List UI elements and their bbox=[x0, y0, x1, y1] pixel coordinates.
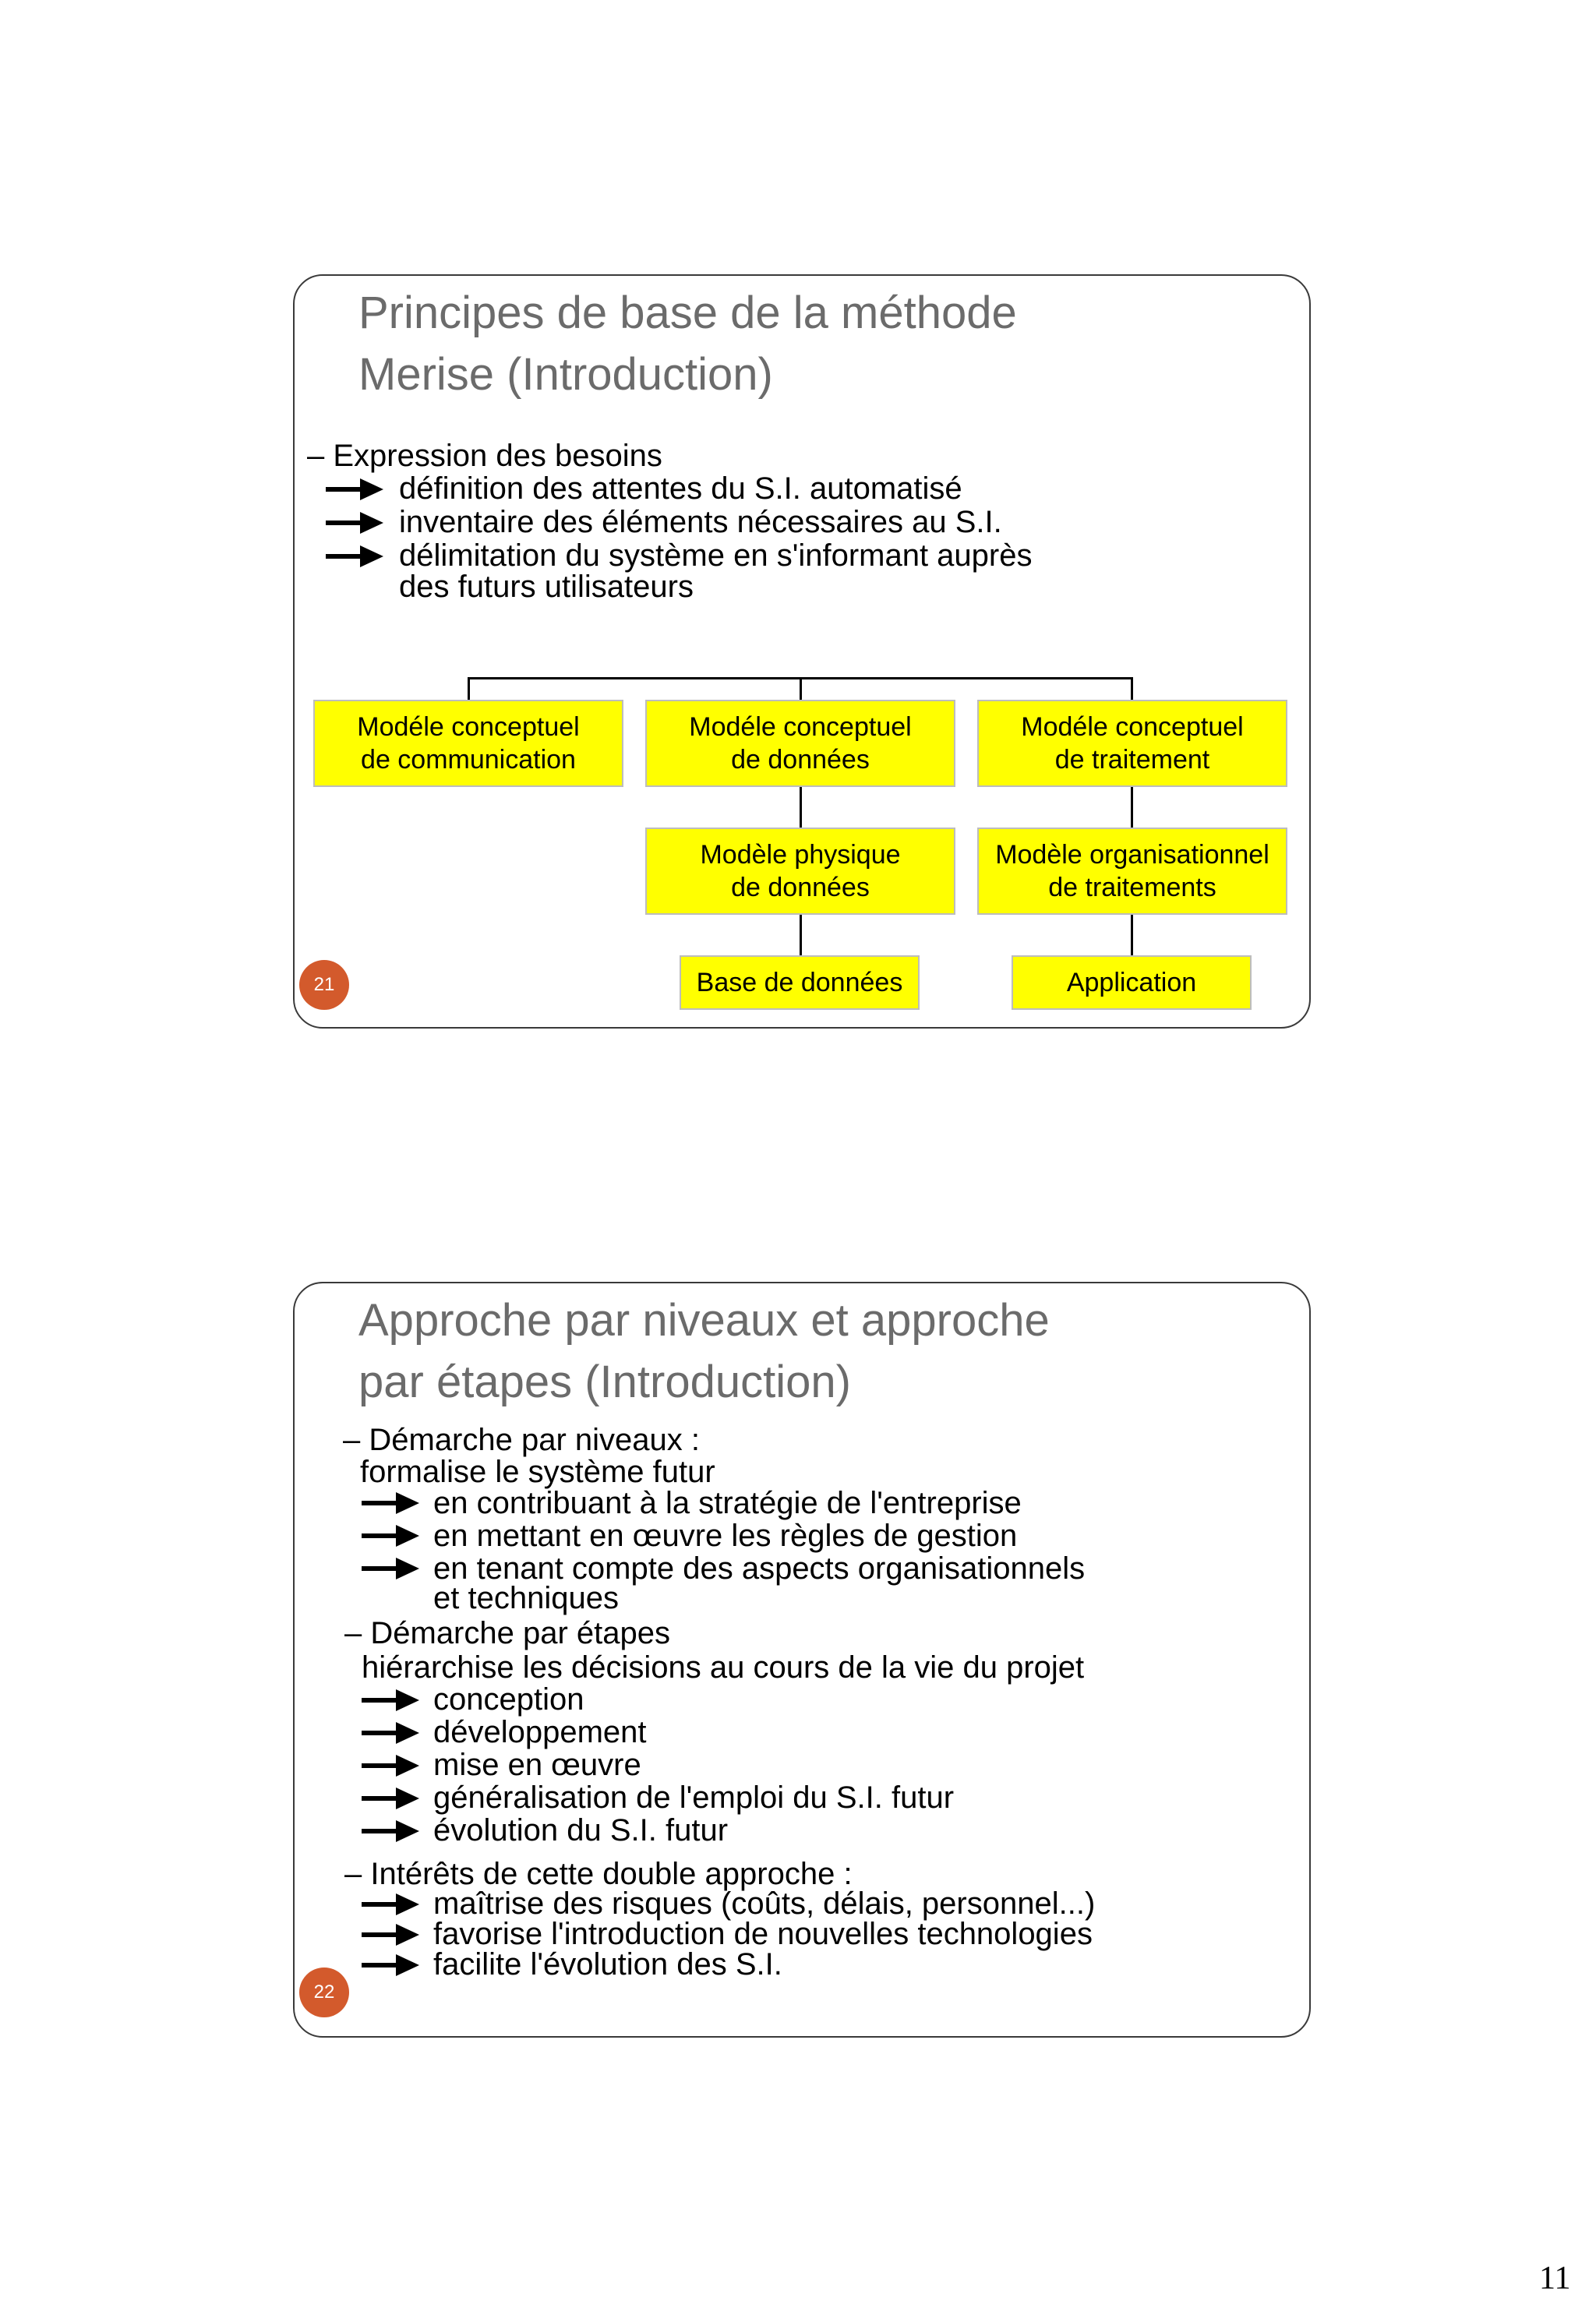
right-arrow-icon bbox=[362, 1787, 419, 1810]
slide-title bbox=[358, 282, 1017, 405]
bullet-item: inventaire des éléments nécessaires au S.I. bbox=[399, 505, 1002, 539]
box-mct bbox=[977, 700, 1287, 787]
box-label: Modèle physique de données bbox=[700, 840, 901, 902]
right-arrow-icon bbox=[362, 1721, 419, 1745]
right-arrow-icon bbox=[362, 1524, 419, 1548]
bullet-item: en contribuant à la stratégie de l'entreprise bbox=[433, 1486, 1022, 1520]
bullet-item: favorise l'introduction de nouvelles technologies bbox=[433, 1917, 1093, 1951]
bullet-continuation: des futurs utilisateurs bbox=[399, 570, 694, 604]
connector bbox=[1131, 913, 1133, 957]
slide-21 bbox=[293, 274, 1311, 1029]
right-arrow-icon bbox=[362, 1689, 419, 1712]
box-mot bbox=[977, 828, 1287, 915]
right-arrow-icon bbox=[362, 1557, 419, 1580]
connector bbox=[800, 677, 802, 701]
bullet-item: évolution du S.I. futur bbox=[433, 1813, 729, 1848]
slide-title-line-1: Approche par niveaux et approche bbox=[358, 1295, 1050, 1346]
box-label: Modéle conceptuel de communication bbox=[357, 712, 580, 775]
right-arrow-icon bbox=[362, 1819, 419, 1843]
slide-title-line-2: Merise (Introduction) bbox=[358, 349, 773, 400]
right-arrow-icon bbox=[362, 1953, 419, 1977]
section-heading: – Démarche par étapes bbox=[344, 1616, 671, 1650]
box-bdd bbox=[680, 955, 920, 1010]
right-arrow-icon bbox=[362, 1754, 419, 1777]
right-arrow-icon bbox=[326, 545, 383, 568]
bullet-item: facilite l'évolution des S.I. bbox=[433, 1947, 782, 1982]
section-subline: formalise le système futur bbox=[360, 1455, 715, 1489]
bullet-item: en mettant en œuvre les règles de gestion bbox=[433, 1519, 1018, 1553]
bullet-item: maîtrise des risques (coûts, délais, personnel...) bbox=[433, 1886, 1096, 1921]
bullet-item: en tenant compte des aspects organisationnels bbox=[433, 1551, 1086, 1586]
slide-title-line-2: par étapes (Introduction) bbox=[358, 1357, 851, 1407]
box-label: Modèle organisationnel de traitements bbox=[995, 840, 1269, 902]
right-arrow-icon bbox=[362, 1923, 419, 1946]
page-number: 11 bbox=[1539, 2260, 1571, 2296]
connector bbox=[468, 677, 470, 701]
bullet-item: mise en œuvre bbox=[433, 1748, 641, 1782]
bullet-item: conception bbox=[433, 1682, 584, 1717]
box-mpd bbox=[645, 828, 955, 915]
connector bbox=[1131, 785, 1133, 829]
slide-number-badge: 21 bbox=[299, 960, 349, 1010]
section-heading: – Expression des besoins bbox=[307, 439, 662, 473]
box-app bbox=[1012, 955, 1252, 1010]
section-heading: – Intérêts de cette double approche : bbox=[344, 1857, 853, 1891]
right-arrow-icon bbox=[362, 1491, 419, 1515]
box-mcd bbox=[645, 700, 955, 787]
bullet-item: définition des attentes du S.I. automatisé bbox=[399, 471, 962, 506]
connector bbox=[800, 913, 802, 957]
box-label: Modéle conceptuel de données bbox=[689, 712, 912, 775]
connector bbox=[800, 785, 802, 829]
bullet-item: développement bbox=[433, 1715, 647, 1749]
box-label: Application bbox=[1066, 968, 1197, 997]
right-arrow-icon bbox=[326, 511, 383, 535]
section-subline: hiérarchise les décisions au cours de la vie du projet bbox=[362, 1650, 1085, 1685]
bullet-item: généralisation de l'emploi du S.I. futur bbox=[433, 1780, 955, 1815]
box-label: Modéle conceptuel de traitement bbox=[1021, 712, 1244, 775]
right-arrow-icon bbox=[362, 1893, 419, 1916]
bullet-item: délimitation du système en s'informant auprès bbox=[399, 538, 1033, 573]
slide-22 bbox=[293, 1282, 1311, 2038]
box-label: Base de données bbox=[696, 968, 903, 997]
slide-number-badge: 22 bbox=[299, 1967, 349, 2017]
bullet-continuation: et techniques bbox=[433, 1581, 619, 1615]
slide-title-line-1: Principes de base de la méthode bbox=[358, 288, 1017, 338]
slide-title bbox=[358, 1290, 1050, 1413]
section-heading: – Démarche par niveaux : bbox=[343, 1423, 701, 1457]
right-arrow-icon bbox=[326, 478, 383, 501]
box-mcc bbox=[313, 700, 623, 787]
connector bbox=[1131, 677, 1133, 701]
